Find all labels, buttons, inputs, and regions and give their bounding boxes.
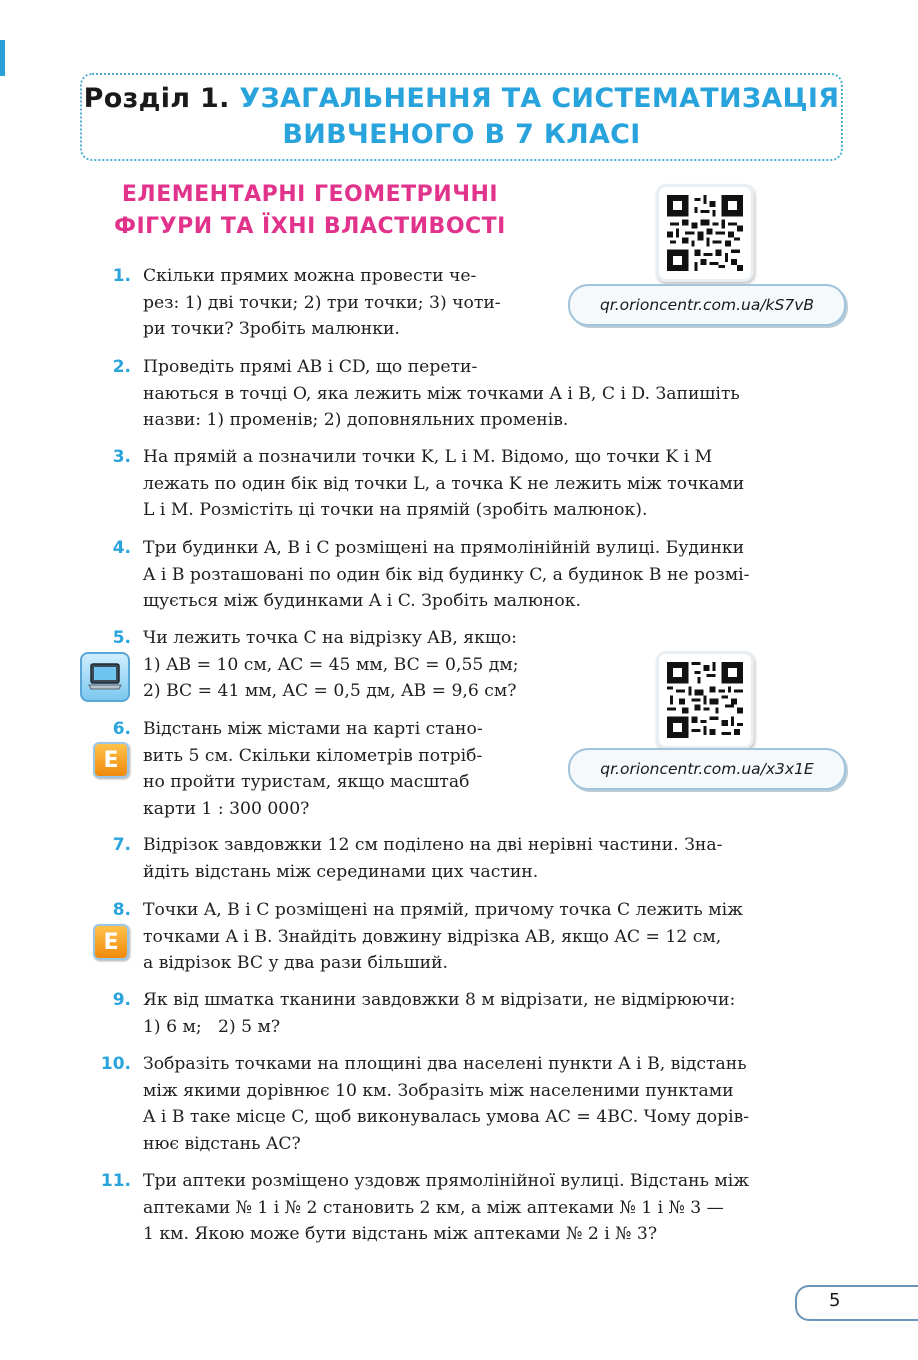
task-number: 4. <box>112 538 131 558</box>
section-title <box>96 179 524 243</box>
task-line: наються в точці O, яка лежить між точками A і B, C і D. Запишіть <box>143 383 740 404</box>
task-9 <box>112 987 845 1040</box>
task-11 <box>100 1168 845 1248</box>
task-line: 1) 6 м; 2) 5 м? <box>143 1016 281 1037</box>
task-10 <box>100 1051 845 1157</box>
task-line: рез: 1) дві точки; 2) три точки; 3) чоти- <box>143 292 501 313</box>
task-line: L і M. Розмістіть ці точки на прямій (зробіть малюнок). <box>143 500 648 520</box>
qr-code-1[interactable] <box>656 184 754 282</box>
qr-code-icon <box>667 195 743 271</box>
task-2 <box>112 354 845 434</box>
computer-badge <box>80 652 130 702</box>
qr-code-2[interactable] <box>656 651 754 749</box>
task-line: Точки A, B і C розміщені на прямій, причому точка C лежить між <box>143 900 743 920</box>
edge-marker <box>0 40 5 76</box>
e-badge-letter: E <box>103 747 119 773</box>
task-line: На прямій a позначили точки K, L і M. Відомо, що точки K і M <box>143 447 713 467</box>
task-number: 2. <box>112 357 131 377</box>
qr-link-2[interactable] <box>568 748 846 790</box>
computer-icon <box>88 662 122 692</box>
task-line: карти 1 : 300 000? <box>143 798 310 819</box>
task-line: ри точки? Зробіть малюнки. <box>143 319 400 339</box>
task-6 <box>112 716 546 822</box>
task-line: назви: 1) променів; 2) доповняльних променів. <box>143 410 569 430</box>
task-number: 10. <box>100 1054 131 1074</box>
task-line: вить 5 см. Скільки кілометрів потріб- <box>143 745 483 766</box>
task-line: точками A і B. Знайдіть довжину відрізка AB, якщо AC = 12 см, <box>143 926 722 947</box>
e-badge-task-6 <box>93 742 129 778</box>
task-line: 1 км. Якою може бути відстань між аптеками № 2 і № 3? <box>143 1224 658 1244</box>
task-7 <box>112 832 845 885</box>
task-line: 2) BC = 41 мм, AC = 0,5 дм, AB = 9,6 см? <box>143 681 517 701</box>
task-line: Чи лежить точка C на відрізку AB, якщо: <box>143 628 517 648</box>
section-title-line-2: ФІГУРИ ТА ЇХНІ ВЛАСТИВОСТІ <box>114 214 506 239</box>
section-title-line-1: ЕЛЕМЕНТАРНІ ГЕОМЕТРИЧНІ <box>121 182 499 207</box>
task-number: 8. <box>112 900 131 920</box>
task-5 <box>112 625 583 705</box>
task-line: A і B таке місце C, щоб виконувалась умова AC = 4BC. Чому дорів- <box>143 1107 750 1127</box>
task-3 <box>112 444 845 524</box>
task-line: між якими дорівнює 10 км. Зобразіть між населеними пунктами <box>143 1080 734 1101</box>
page-number-tab <box>795 1285 918 1321</box>
qr-code-icon <box>667 662 743 738</box>
task-number: 5. <box>112 628 131 648</box>
e-badge-letter: E <box>103 929 119 955</box>
qr-link-1-text: qr.orioncentr.com.ua/kS7vB <box>599 296 815 314</box>
page-number: 5 <box>829 1290 841 1311</box>
task-line: лежать по один бік від точки L, а точка K не лежить між точками <box>143 473 745 494</box>
task-line: Відрізок завдовжки 12 см поділено на дві нерівні частини. Зна- <box>143 835 723 855</box>
chapter-title-part-1: УЗАГАЛЬНЕННЯ ТА СИСТЕМАТИЗАЦІЯ <box>239 83 840 114</box>
task-number: 6. <box>112 719 131 739</box>
chapter-header <box>80 73 843 161</box>
task-line: щується між будинками A і C. Зробіть малюнок. <box>143 591 581 611</box>
chapter-title-line-1 <box>84 81 840 117</box>
task-line: нює відстань AC? <box>143 1133 301 1154</box>
task-8 <box>112 897 845 977</box>
task-line: Зобразіть точками на площині два населені пункти A і B, відстань <box>143 1054 747 1074</box>
task-number: 1. <box>112 266 131 286</box>
task-line: A і B розташовані по один бік від будинку C, а будинок B не розмі- <box>143 564 750 585</box>
task-number: 11. <box>100 1171 131 1191</box>
task-line: а відрізок BC у два рази більший. <box>143 953 449 973</box>
chapter-title-part-2: ВИВЧЕНОГО В 7 КЛАСІ <box>282 119 641 150</box>
task-line: Проведіть прямі AB і CD, що перети- <box>143 357 478 377</box>
task-line: Як від шматка тканини завдовжки 8 м відрізати, не відмірюючи: <box>143 990 736 1010</box>
task-line: аптеками № 1 і № 2 становить 2 км, а між аптеками № 1 і № 3 — <box>143 1197 724 1218</box>
qr-link-1[interactable] <box>568 284 846 326</box>
task-number: 9. <box>112 990 131 1010</box>
task-line: Скільки прямих можна провести че- <box>143 266 477 286</box>
task-line: Три будинки A, B і C розміщені на прямолінійній вулиці. Будинки <box>143 538 745 558</box>
chapter-label: Розділ 1. <box>83 83 230 114</box>
task-number: 7. <box>112 835 131 855</box>
task-1 <box>112 263 546 343</box>
task-line: 1) AB = 10 см, AC = 45 мм, BC = 0,55 дм; <box>143 654 519 675</box>
task-line: Відстань між містами на карті стано- <box>143 719 483 739</box>
task-line: но пройти туристам, якщо масштаб <box>143 772 470 792</box>
task-line: Три аптеки розміщено уздовж прямолінійної вулиці. Відстань між <box>143 1171 750 1191</box>
task-number: 3. <box>112 447 131 467</box>
e-badge-task-8 <box>93 924 129 960</box>
task-line: йдіть відстань між серединами цих частин. <box>143 861 539 882</box>
qr-link-2-text: qr.orioncentr.com.ua/x3x1E <box>600 760 814 778</box>
task-4 <box>112 535 845 615</box>
